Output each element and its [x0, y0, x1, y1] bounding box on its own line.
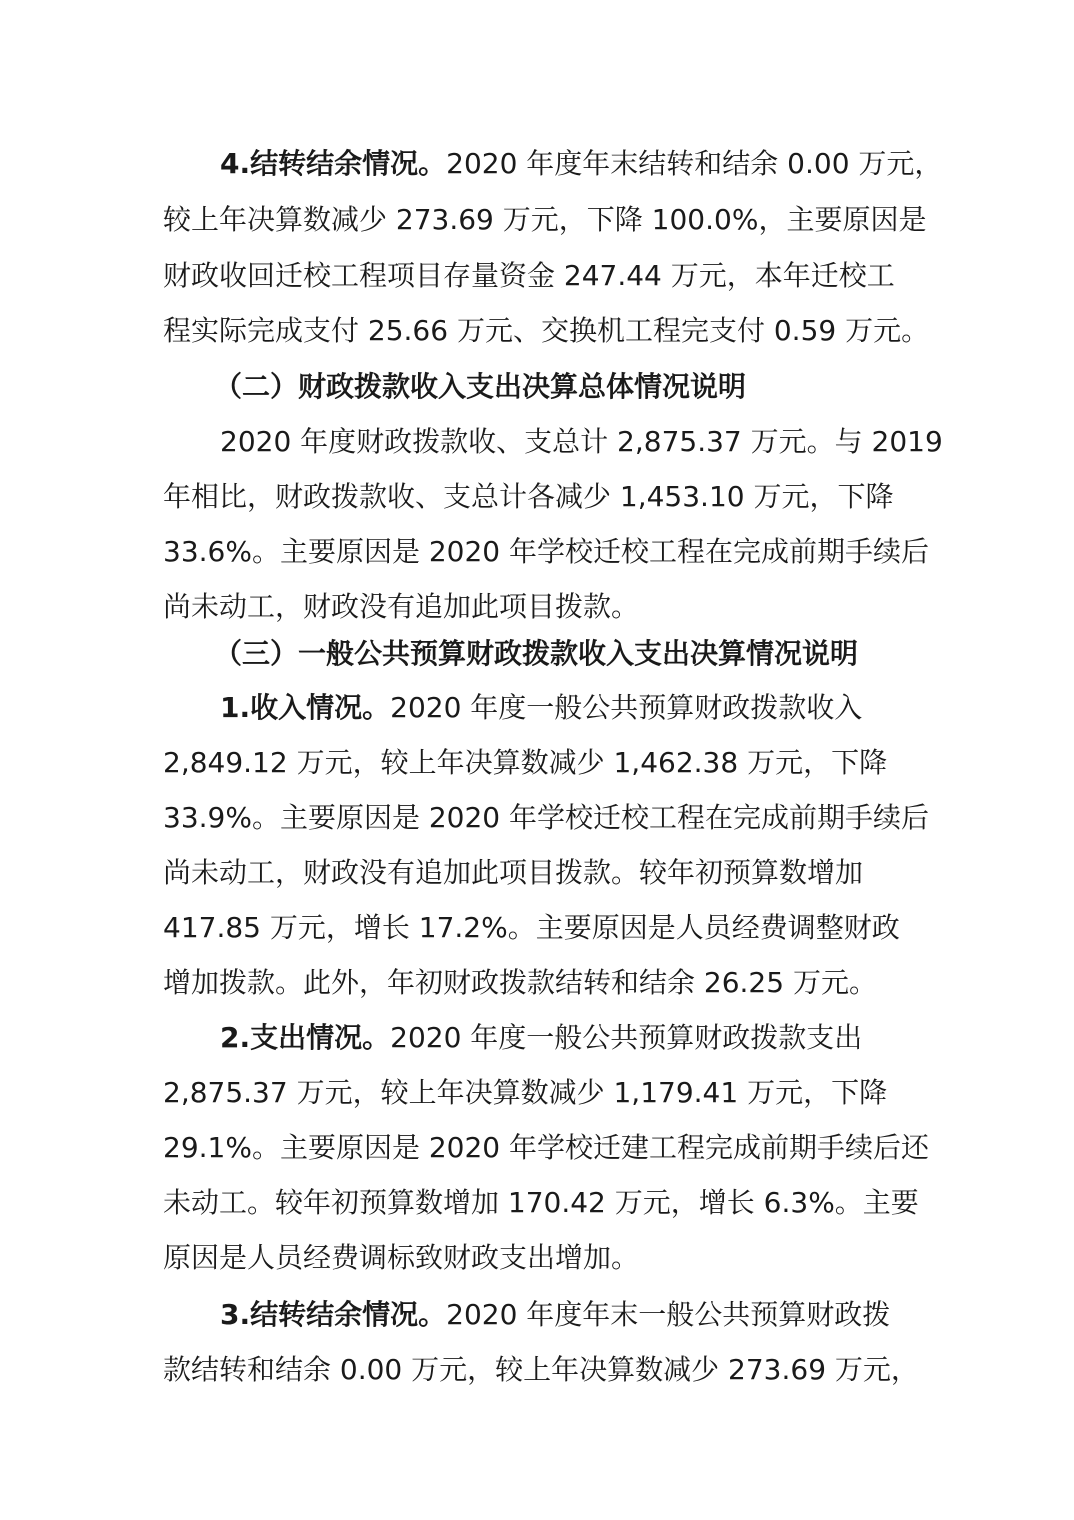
para-4-text-1: 2020 年度一般公共预算财政拨款支出 [390, 1021, 863, 1054]
para-3-line-1 [0, 690, 1074, 726]
para-3-line-3: 33.9%。主要原因是 2020 年学校迁校工程在完成前期手续后 [163, 801, 930, 834]
para-1-line-1 [0, 146, 1074, 182]
para-2-line-3: 33.6%。主要原因是 2020 年学校迁校工程在完成前期手续后 [163, 535, 930, 568]
para-3-text-1: 2020 年度一般公共预算财政拨款收入 [390, 691, 863, 724]
para-3-lead: 1.收入情况。 [220, 691, 391, 724]
para-2-line-2: 年相比，财政拨款收、支总计各减少 1,453.10 万元，下降 [163, 480, 894, 513]
para-5-text-1: 2020 年度年末一般公共预算财政拨 [446, 1298, 891, 1331]
para-2-line-1: 2020 年度财政拨款收、支总计 2,875.37 万元。与 2019 [220, 425, 943, 458]
para-3-line-6: 增加拨款。此外，年初财政拨款结转和结余 26.25 万元。 [163, 966, 877, 999]
para-3-line-2: 2,849.12 万元，较上年决算数减少 1,462.38 万元，下降 [163, 746, 888, 779]
para-5-line-2: 款结转和结余 0.00 万元，较上年决算数减少 273.69 万元， [163, 1353, 919, 1386]
section-heading-2: （二）财政拨款收入支出决算总体情况说明 [214, 370, 747, 403]
section-heading-3: （三）一般公共预算财政拨款收入支出决算情况说明 [214, 637, 859, 670]
para-2-line-4: 尚未动工，财政没有追加此项目拨款。 [163, 590, 640, 623]
para-4-line-5: 原因是人员经费调标致财政支出增加。 [163, 1241, 640, 1274]
para-4-line-3: 29.1%。主要原因是 2020 年学校迁建工程完成前期手续后还 [163, 1131, 930, 1164]
para-1-text-1: 2020 年度年末结转和结余 0.00 万元， [446, 147, 943, 180]
para-1-line-2: 较上年决算数减少 273.69 万元，下降 100.0%，主要原因是 [163, 203, 927, 236]
para-3-line-5: 417.85 万元，增长 17.2%。主要原因是人员经费调整财政 [163, 911, 900, 944]
para-4-line-1 [0, 1020, 1074, 1056]
para-5-line-1 [0, 1297, 1074, 1333]
para-5-lead: 3.结转结余情况。 [220, 1298, 447, 1331]
para-4-line-4: 未动工。较年初预算数增加 170.42 万元，增长 6.3%。主要 [163, 1186, 919, 1219]
para-4-lead: 2.支出情况。 [220, 1021, 391, 1054]
para-1-line-3: 财政收回迁校工程项目存量资金 247.44 万元，本年迁校工 [163, 259, 895, 292]
para-1-lead: 4.结转结余情况。 [220, 147, 447, 180]
para-4-line-2: 2,875.37 万元，较上年决算数减少 1,179.41 万元，下降 [163, 1076, 888, 1109]
para-3-line-4: 尚未动工，财政没有追加此项目拨款。较年初预算数增加 [163, 856, 864, 889]
para-1-line-4: 程实际完成支付 25.66 万元、交换机工程完支付 0.59 万元。 [163, 314, 930, 347]
